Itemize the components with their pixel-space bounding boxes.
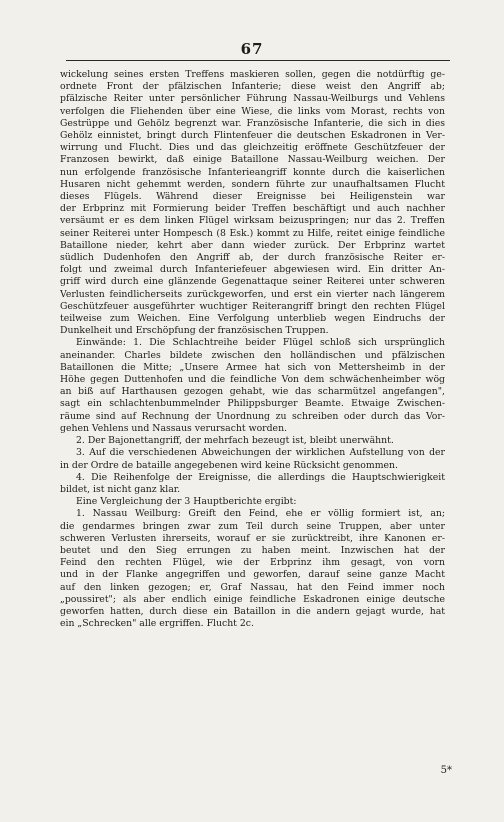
text-line: Feind den rechten Flügel, wie der Erbprinz ihm gesagt, von vorn: [60, 557, 445, 569]
text-line: Dunkelheit und Erschöpfung der französischen Truppen.: [60, 325, 329, 337]
text-line: bildet, ist nicht ganz klar.: [60, 483, 181, 495]
page-number: 67: [240, 40, 264, 58]
text-line: seiner Reiterei unter Hompesch (8 Esk.) kommt zu Hilfe, reitet einige feindliche: [60, 227, 445, 239]
text-line: ordnete Front der pfälzischen Infanterie; diese weist den Angriff ab;: [60, 81, 445, 93]
text-line: und in der Flanke angegriffen und geworfen, darauf seine ganze Macht: [60, 569, 445, 581]
text-line: Gestrüppe und Gehölz begrenzt war. Französische Infanterie, die sich in dies: [60, 117, 445, 129]
text-line: pfälzische Reiter unter persönlicher Führung Nassau-Weilburgs und Vehlens: [60, 93, 445, 105]
text-line: teilweise zum Weichen. Eine Verfolgung unterblieb wegen Eindruchs der: [60, 313, 445, 325]
text-line: Husaren nicht gehemmt werden, sondern führte zur unaufhaltsamen Flucht: [60, 178, 445, 190]
text-line: versäumt er es dem linken Flügel wirksam beizuspringen; nur das 2. Treffen: [60, 215, 445, 227]
text-line: folgt und zweimal durch Infanteriefeuer abgewiesen wird. Ein dritter An-: [60, 264, 445, 276]
text-line: südlich Dudenhofen den Angriff ab, der durch französische Reiter er-: [60, 252, 445, 264]
text-line: 3. Auf die verschiedenen Abweichungen der wirklichen Aufstellung von der: [76, 447, 445, 459]
text-line: geworfen hatten, durch diese ein Bataillon in die andern gejagt wurde, hat: [60, 605, 445, 617]
text-line: griff wird durch eine glänzende Gegenattaque seiner Reiterei unter schweren: [60, 276, 445, 288]
text-line: beutet und den Sieg errungen zu haben meint. Inzwischen hat der: [60, 544, 445, 556]
text-line: Höhe gegen Duttenhofen und die feindliche Von dem schwächenheimber wög: [60, 374, 445, 386]
text-line: wirrung und Flucht. Dies und das gleichzeitig eröffnete Geschützfeuer der: [60, 142, 445, 154]
text-line: aneinander. Charles bildete zwischen den holländischen und pfälzischen: [60, 349, 445, 361]
text-line: räume sind auf Rechnung der Unordnung zu schreiben oder durch das Vor-: [60, 410, 445, 422]
text-line: in der Ordre de bataille angegebenen wird keine Rücksicht genommen.: [60, 459, 398, 471]
text-line: der Erbprinz mit Formierung beider Treffen beschäftigt und auch nachher: [60, 203, 445, 215]
body-text: [60, 69, 445, 630]
text-line: „poussiret"; als aber endlich einige feindliche Eskadronen einige deutsche: [60, 593, 445, 605]
text-line: 2. Der Bajonettangriff, der mehrfach bezeugt ist, bleibt unerwähnt.: [76, 435, 394, 447]
text-line: Bataillone nieder, kehrt aber dann wieder zurück. Der Erbprinz wartet: [60, 239, 445, 251]
text-line: schweren Verlusten ihrerseits, worauf er sie zurücktreibt, ihre Kanonen er-: [60, 532, 445, 544]
text-line: Franzosen bewirkt, daß einige Bataillone Nassau-Weilburg weichen. Der: [60, 154, 445, 166]
text-line: sagt ein schlachtenbummelnder Philippsburger Beamte. Etwaige Zwischen-: [60, 398, 445, 410]
text-line: Gehölz einnistet, bringt durch Flintenfeuer die deutschen Eskadronen in Ver-: [60, 130, 445, 142]
header-rule: [66, 60, 450, 61]
text-line: Eine Vergleichung der 3 Hauptberichte ergibt:: [76, 496, 297, 508]
text-line: wickelung seines ersten Treffens maskieren sollen, gegen die notdürftig ge-: [60, 69, 445, 80]
text-line: 1. Nassau Weilburg: Greift den Feind, ehe er völlig formiert ist, an;: [76, 508, 445, 520]
text-line: ein „Schrecken" alle ergriffen. Flucht 2c.: [60, 618, 254, 630]
signature-mark: 5*: [440, 765, 452, 776]
text-line: verfolgen die Fliehenden über eine Wiese, die links vom Morast, rechts von: [60, 105, 445, 117]
text-line: gehen Vehlens und Nassaus verursacht worden.: [60, 422, 288, 434]
text-line: nun erfolgende französische Infanterieangriff konnte durch die kaiserlichen: [60, 166, 445, 178]
text-line: Geschützfeuer ausgeführter wuchtiger Reiterangriff bringt den rechten Flügel: [60, 300, 445, 312]
text-line: die gendarmes bringen zwar zum Teil durch seine Truppen, aber unter: [60, 520, 445, 532]
text-line: Bataillonen die Mitte; „Unsere Armee hat sich von Mettersheimb in der: [60, 361, 445, 373]
text-line: an biß auf Harthausen gezogen gehabt, wie das scharmützel angefangen",: [60, 386, 445, 398]
text-line: Einwände: 1. Die Schlachtreihe beider Flügel schloß sich ursprünglich: [76, 337, 445, 349]
text-line: auf den linken gezogen; er, Graf Nassau, hat den Feind immer noch: [60, 581, 445, 593]
text-line: Verlusten feindlicherseits zurückgeworfen, und erst ein vierter nach längerem: [60, 288, 445, 300]
text-line: dieses Flügels. Während dieser Ereignisse bei Heiligenstein war: [60, 191, 445, 203]
text-line: 4. Die Reihenfolge der Ereignisse, die allerdings die Hauptschwierigkeit: [76, 471, 445, 483]
